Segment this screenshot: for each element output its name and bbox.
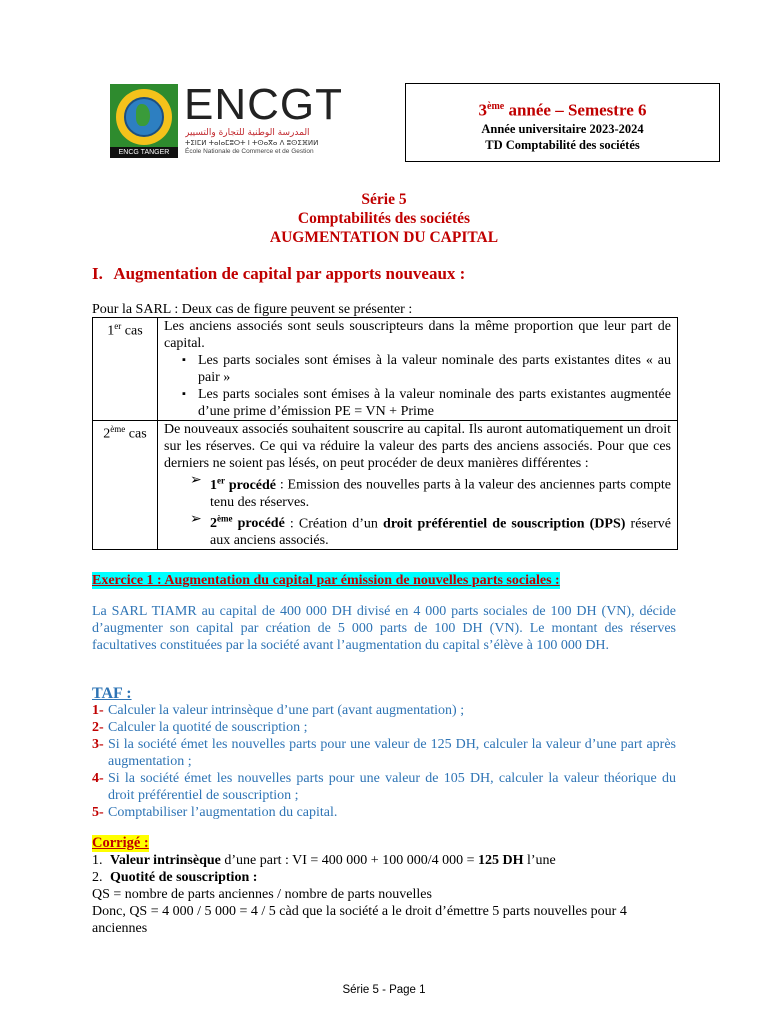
taf-title: TAF :	[92, 685, 132, 702]
list-item: 2- Calculer la quotité de souscription ;	[92, 720, 308, 735]
logo-tifinagh-text: ⵜⵉⵏⵎⵍ ⵜⴰⵏⴰⵎⵓⵔⵜ ⵏ ⵜⵙⴰⴳⴰ ⴷ ⵓⵙⵉⴼⵍⵍ	[185, 139, 319, 147]
cases-table	[92, 317, 678, 550]
case2-text: De nouveaux associés souhaitent souscrire au capital. Ils auront automatiquement un droit sur les réserves. Ce qui va réduire la valeur des parts des anciens associés. Pour que ces derniers ne soient pas lésés, on peut procéder de deux manières différentes :	[164, 422, 671, 471]
subject-title: Comptabilités des sociétés	[297, 210, 471, 227]
procedure-list	[164, 472, 671, 549]
logo-badge-label: ENCG TANGER	[110, 147, 178, 158]
qs-result: Donc, QS = 4 000 / 5 000 = 4 / 5 càd que la société a le droit d’émettre 5 parts nouvelles pour 4 anciennes	[92, 904, 627, 936]
year-semester: 3ème année – Semestre 6	[478, 100, 647, 120]
list-item: ➢ 2ème procédé : Création d’un droit préférentiel de souscription (DPS) réservé aux anciens associés.	[190, 511, 671, 549]
list-item: ➢ 1er procédé : Emission des nouvelles parts à la valeur des anciennes parts compte tenu des réserves.	[190, 473, 671, 510]
case-content	[158, 318, 678, 421]
arrow-bullet-icon: ➢	[190, 511, 202, 527]
academic-year: Année universitaire 2023-2024	[481, 121, 644, 136]
logo-badge	[110, 84, 178, 158]
logo-wordmark: ENCGT	[184, 80, 343, 129]
list-item: ▪ Les parts sociales sont émises à la valeur nominale des parts existantes dites « au pair »	[198, 352, 671, 386]
list-item: 5- Comptabiliser l’augmentation du capital.	[92, 805, 338, 820]
section-heading	[92, 264, 465, 284]
exercise-title: Exercice 1 : Augmentation du capital par émission de nouvelles parts sociales :	[92, 573, 560, 588]
case1-text: Les anciens associés sont seuls souscripteurs dans la même proportion que leur part de capital.	[164, 319, 671, 351]
logo-arabic-text: المدرسة الوطنية للتجارة والتسيير	[185, 128, 310, 138]
arrow-bullet-icon: ➢	[190, 473, 202, 488]
serie-title: Série 5	[361, 191, 407, 208]
logo-subtitle: École Nationale de Commerce et de Gestion	[185, 148, 314, 155]
table-row	[93, 318, 678, 421]
course-info-box	[405, 83, 720, 162]
corrige-title: Corrigé :	[92, 835, 149, 851]
topic-title: AUGMENTATION DU CAPITAL	[269, 229, 499, 246]
case-label: 2ème cas	[93, 421, 158, 550]
case-content	[158, 421, 678, 550]
corrige-item-1: 1. Valeur intrinsèque d’une part : VI = 400 000 + 100 000/4 000 = 125 DH l’une	[92, 853, 556, 868]
case1-bullets	[164, 352, 671, 420]
page-footer: Série 5 - Page 1	[342, 984, 426, 996]
list-item: 4- Si la société émet les nouvelles parts pour une valeur de 105 DH, calculer la valeur théorique du droit préférentiel de souscription ;	[92, 771, 676, 803]
table-row	[93, 421, 678, 550]
course-name: TD Comptabilité des sociétés	[485, 137, 640, 152]
case-label: 1er cas	[93, 318, 158, 421]
encgt-logo	[110, 80, 360, 158]
section-title: Augmentation de capital par apports nouveaux :	[113, 264, 466, 283]
list-item: 1- Calculer la valeur intrinsèque d’une part (avant augmentation) ;	[92, 703, 465, 718]
list-item: 3- Si la société émet les nouvelles parts pour une valeur de 125 DH, calculer la valeur d’une part après augmentation ;	[92, 737, 676, 769]
taf-list	[92, 702, 676, 821]
document-titles	[0, 190, 768, 247]
intro-text: Pour la SARL : Deux cas de figure peuvent se présenter :	[92, 302, 413, 317]
section-number: I.	[92, 264, 103, 283]
corrige-item-2: 2. Quotité de souscription :	[92, 870, 258, 885]
logo-land-shape	[136, 104, 150, 126]
qs-formula: QS = nombre de parts anciennes / nombre de parts nouvelles	[92, 887, 432, 902]
list-item: ▪ Les parts sociales sont émises à la valeur nominale des parts existantes augmentée d’une prime d’émission PE = VN + Prime	[198, 386, 671, 420]
exercise-text: La SARL TIAMR au capital de 400 000 DH divisé en 4 000 parts sociales de 100 DH (VN), décide d’augmenter son capital par création de 5 000 parts de 100 DH (VN). Le montant des réserves facultatives constituées par la société avant l’augmentation du capital s’élève à 100 000 DH.	[92, 604, 676, 653]
corrige-body	[92, 852, 682, 937]
